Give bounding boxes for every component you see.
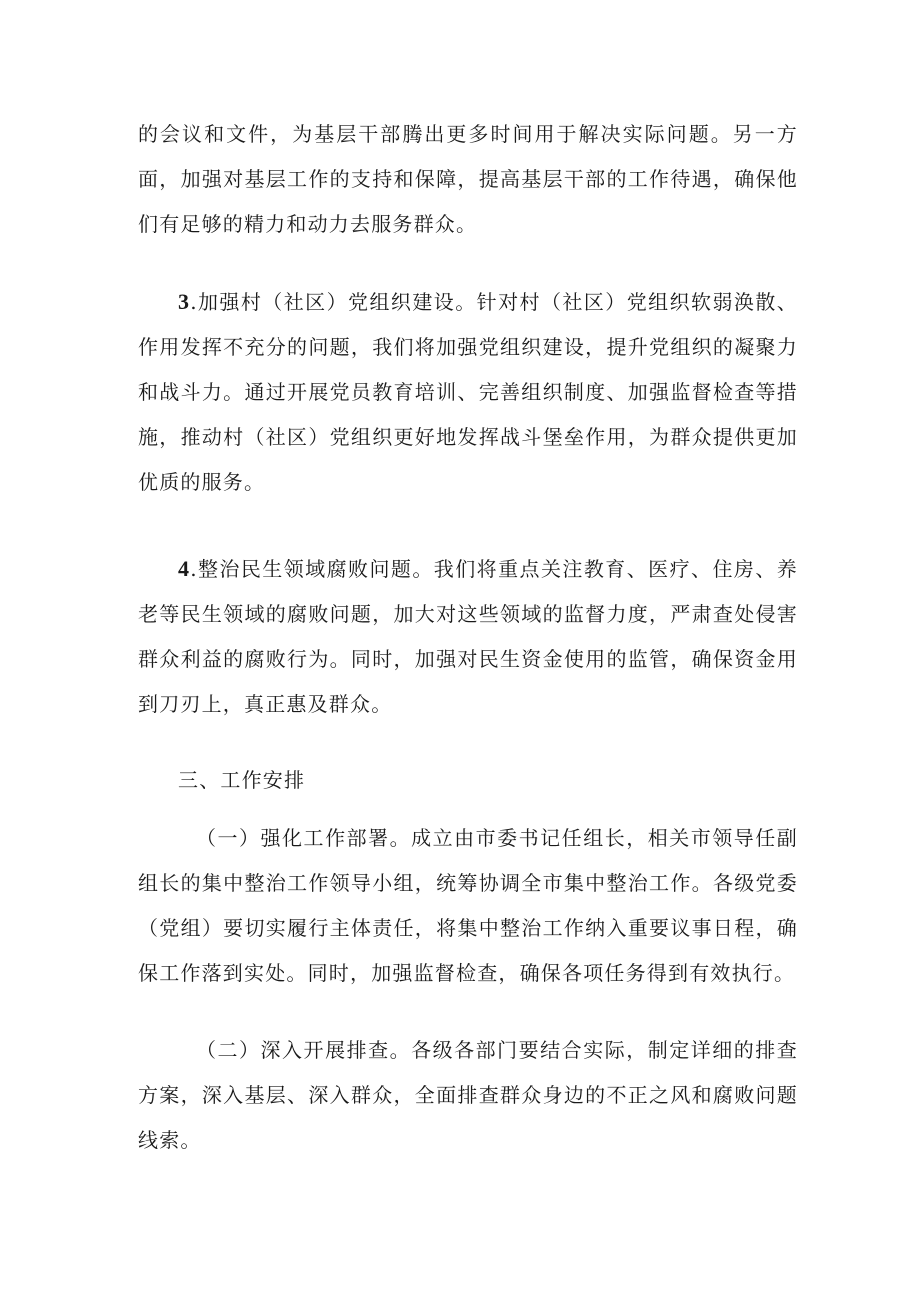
- paragraph-item-4: [138, 546, 798, 727]
- item-number: 3: [178, 289, 191, 314]
- paragraph-item-3: [138, 279, 798, 505]
- item-number: 4: [178, 556, 191, 581]
- section-heading: 三、工作安排: [178, 768, 306, 792]
- item-text: .整治民生领域腐败问题。我们将重点关注教育、医疗、住房、养老等民生领域的腐败问题，加大对这些领域的监督力度，严肃查处侵害群众利益的腐败行为。同时，加强对民生资金使用的监管，确保资金用到刀刃上，真正惠及群众。: [138, 557, 798, 716]
- paragraph-continuation: 的会议和文件，为基层干部腾出更多时间用于解决实际问题。另一方面，加强对基层工作的支持和保障，提高基层干部的工作待遇，确保他们有足够的精力和动力去服务群众。: [138, 122, 798, 236]
- paragraph-subsection-1: （一）强化工作部署。成立由市委书记任组长，相关市领导任副组长的集中整治工作领导小组，统筹协调全市集中整治工作。各级党委（党组）要切实履行主体责任，将集中整治工作纳入重要议事日程，确保工作落到实处。同时，加强监督检查，确保各项任务得到有效执行。: [138, 826, 798, 985]
- item-text: .加强村（社区）党组织建设。针对村（社区）党组织软弱涣散、作用发挥不充分的问题，我们将加强党组织建设，提升党组织的凝聚力和战斗力。通过开展党员教育培训、完善组织制度、加强监督检查等措施，推动村（社区）党组织更好地发挥战斗堡垒作用，为群众提供更加优质的服务。: [138, 290, 798, 494]
- paragraph-subsection-2: （二）深入开展排查。各级各部门要结合实际，制定详细的排查方案，深入基层、深入群众，全面排查群众身边的不正之风和腐败问题线索。: [138, 1038, 798, 1152]
